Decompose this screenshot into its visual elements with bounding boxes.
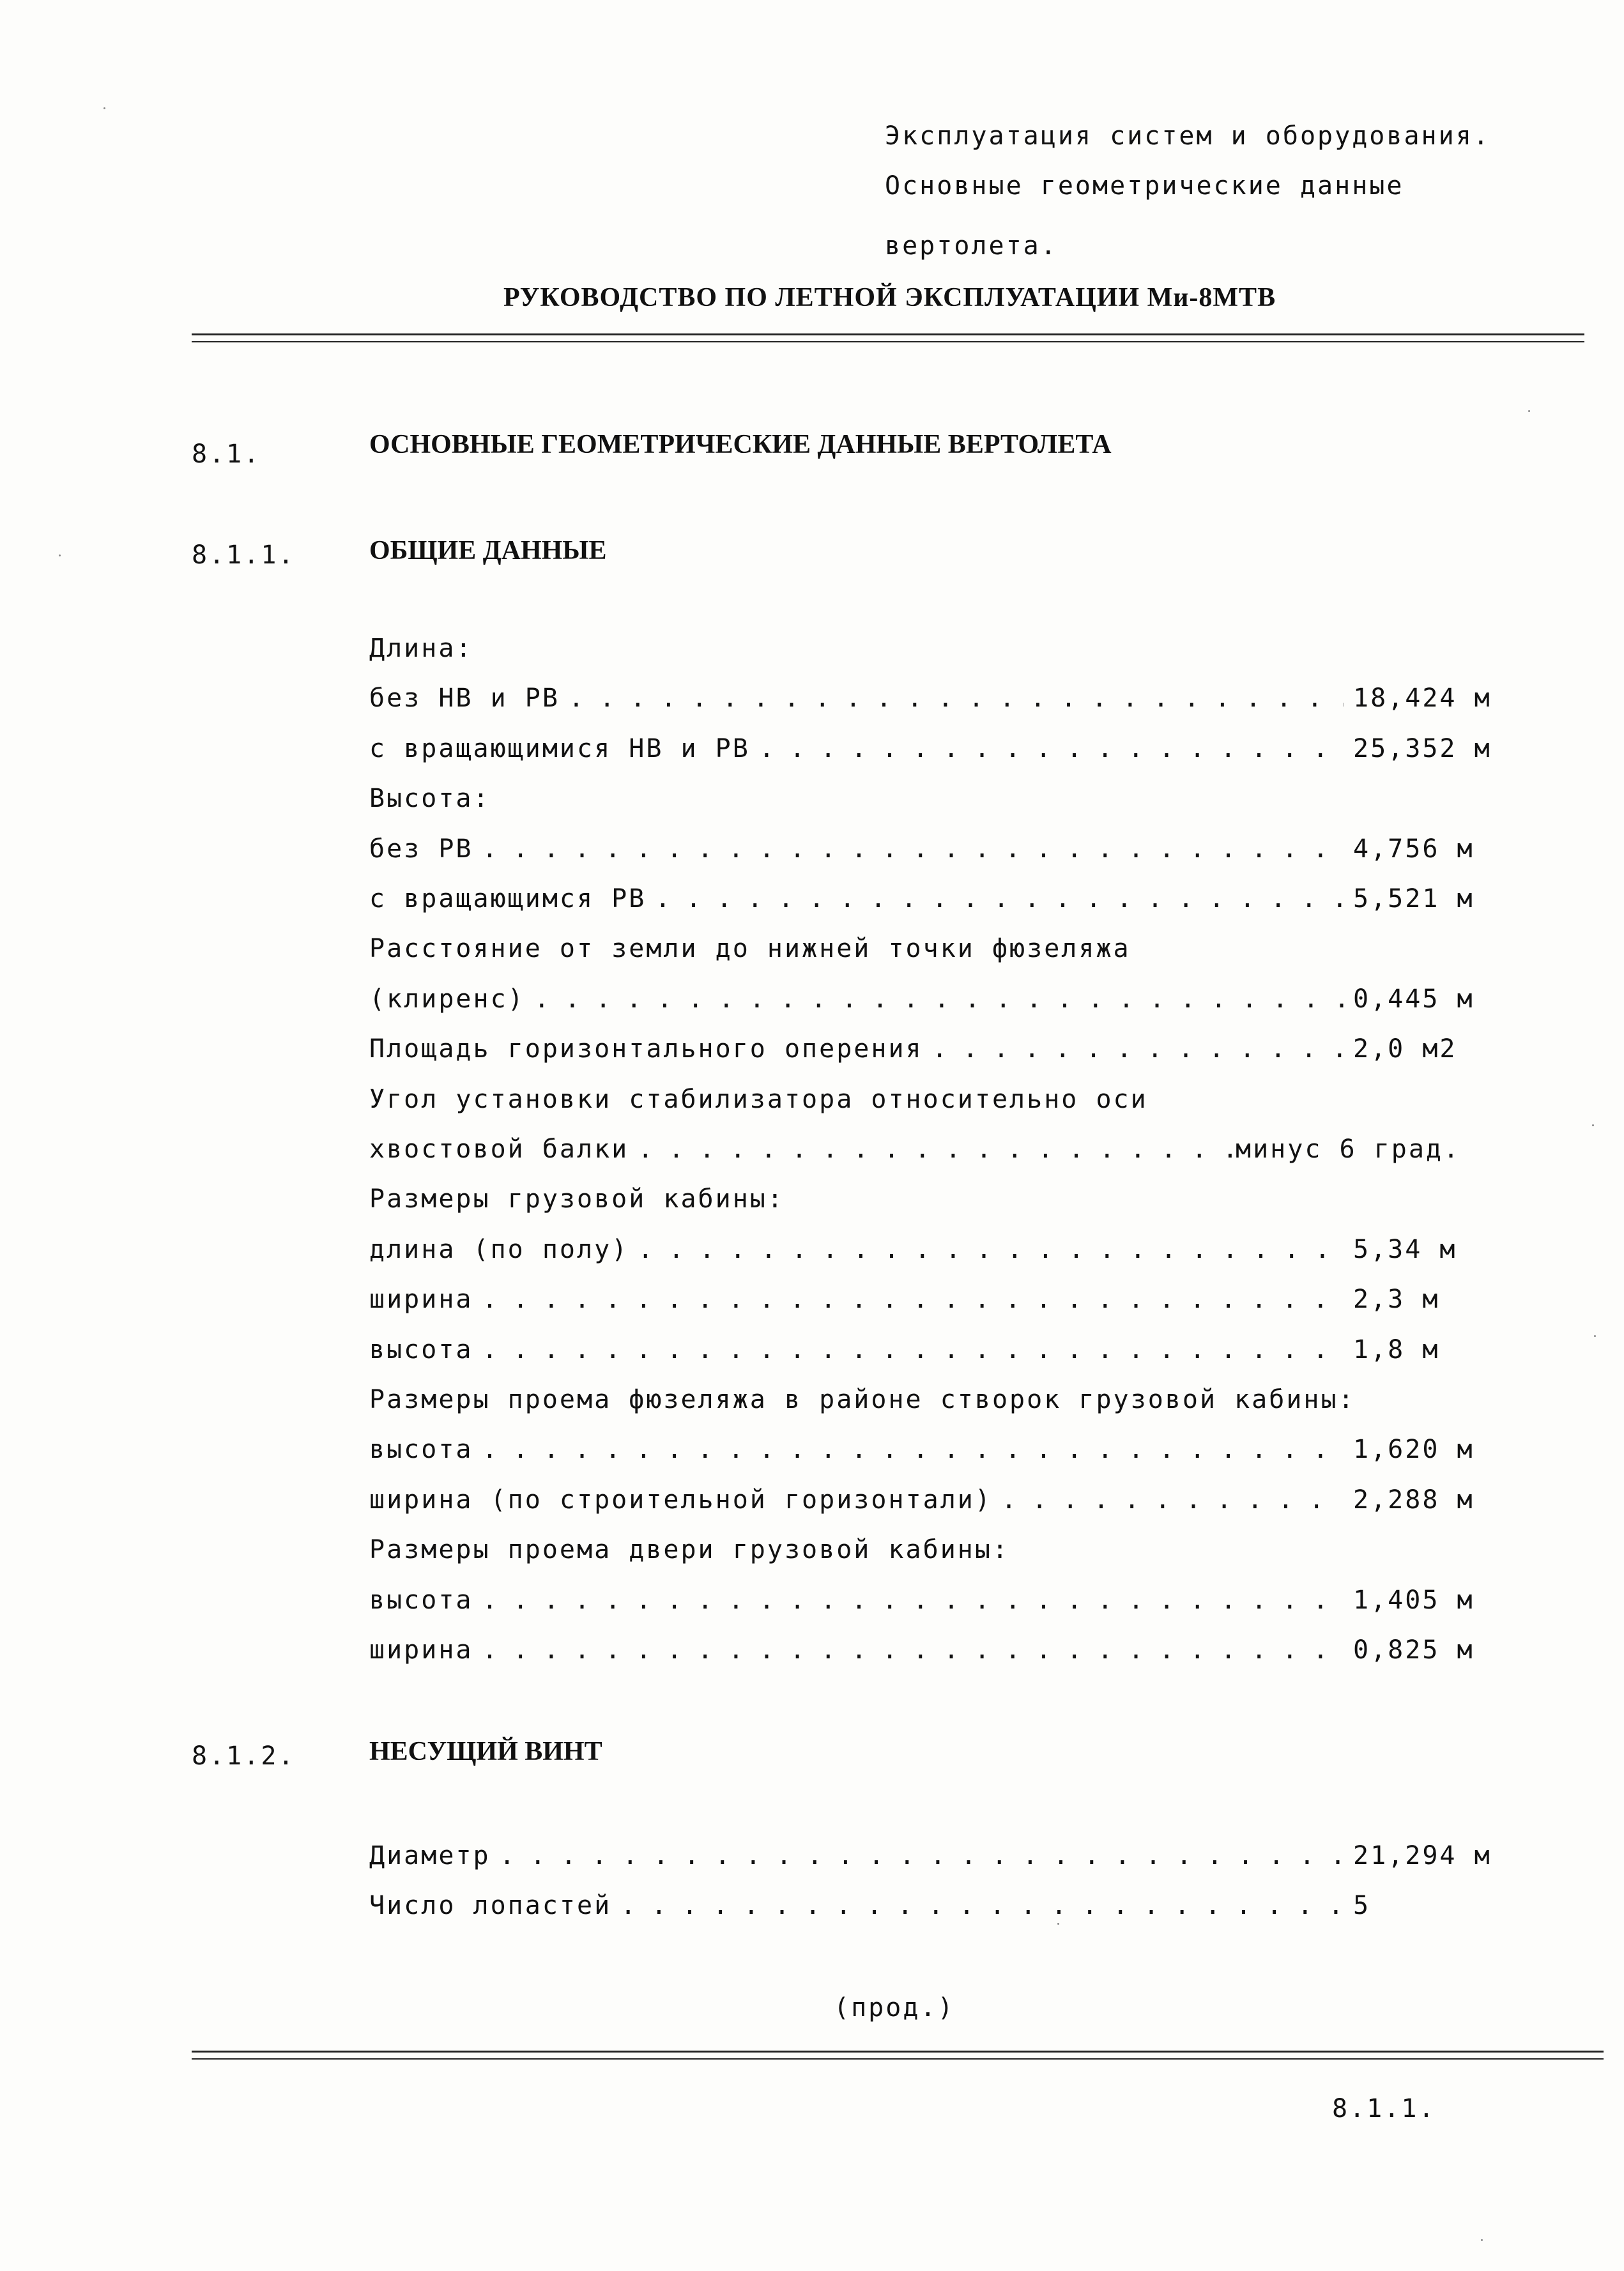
data-line xyxy=(369,934,1495,963)
data-line-value: минус 6 град. xyxy=(1233,1135,1460,1164)
leader-dots xyxy=(655,884,1344,914)
data-line-value: 4,756 м xyxy=(1353,834,1475,864)
data-line xyxy=(369,834,1475,864)
scan-speck xyxy=(103,107,105,109)
data-line-label: с вращающимися НВ и РВ xyxy=(369,733,750,763)
data-line xyxy=(369,1891,1371,1920)
leader-dots xyxy=(1001,1485,1344,1515)
footer-rule-bottom xyxy=(192,2058,1604,2060)
continued-note: (прод.) xyxy=(834,1993,955,2022)
data-line-label: без НВ и РВ xyxy=(369,684,560,714)
leader-dots xyxy=(638,1235,1344,1264)
data-line xyxy=(369,1034,1457,1064)
scan-speck xyxy=(1594,1335,1596,1337)
data-line-value: 5,34 м xyxy=(1353,1234,1457,1264)
data-line xyxy=(369,1135,1461,1164)
leader-dots xyxy=(482,1435,1345,1464)
data-line-label: Диаметр xyxy=(369,1841,491,1870)
data-line xyxy=(369,1485,1475,1515)
data-line-label: (клиренс) xyxy=(369,984,525,1014)
data-line-label: Длина: xyxy=(369,634,473,663)
data-line-value: 21,294 м xyxy=(1353,1841,1492,1870)
leader-dots xyxy=(932,1034,1344,1064)
data-line xyxy=(369,1635,1475,1665)
data-line-value: 0,825 м xyxy=(1353,1635,1475,1665)
data-line xyxy=(369,1334,1440,1365)
data-line-label: с вращающимся РВ xyxy=(369,884,647,914)
data-line-label: высота xyxy=(369,1585,473,1615)
data-line xyxy=(369,1435,1475,1465)
leader-dots xyxy=(482,1285,1345,1314)
header-rule-top xyxy=(192,333,1584,335)
data-line-value: 5,521 м xyxy=(1353,884,1475,914)
data-line xyxy=(369,684,1492,714)
data-line-label: Размеры грузовой кабины: xyxy=(369,1184,785,1214)
data-line xyxy=(369,1184,1495,1214)
leader-dots xyxy=(620,1891,1344,1920)
leader-dots xyxy=(759,734,1344,763)
data-line-value: 18,424 м xyxy=(1353,684,1492,714)
data-line xyxy=(369,733,1492,763)
data-line-label: Размеры проема фюзеляжа в районе створок грузовой кабины: xyxy=(369,1385,1356,1414)
data-line-label: длина (по полу) xyxy=(369,1234,629,1264)
manual-title: РУКОВОДСТВО ПО ЛЕТНОЙ ЭКСПЛУАТАЦИИ Ми-8МТВ xyxy=(503,283,1276,312)
header-topic-line-3: вертолета. xyxy=(885,231,1058,261)
data-line-value: 1,8 м xyxy=(1353,1334,1440,1365)
data-line xyxy=(369,1085,1495,1114)
data-line-label: ширина (по строительной горизонтали) xyxy=(369,1485,992,1515)
data-line xyxy=(369,1385,1495,1414)
scan-speck xyxy=(1592,1124,1594,1126)
data-line-value: 2,0 м2 xyxy=(1353,1034,1457,1064)
data-line-label: Площадь горизонтального оперения xyxy=(369,1034,923,1064)
leader-dots xyxy=(534,984,1344,1014)
leader-dots xyxy=(482,1335,1345,1365)
data-line-label: Угол установки стабилизатора относительно оси xyxy=(369,1084,1148,1114)
data-line-label: высота xyxy=(369,1435,473,1465)
data-line-label: Число лопастей xyxy=(369,1891,612,1920)
data-line xyxy=(369,984,1475,1014)
leader-dots xyxy=(569,684,1344,713)
leader-dots xyxy=(482,834,1345,864)
data-line-value: 2,3 м xyxy=(1353,1285,1440,1315)
data-line xyxy=(369,1285,1440,1315)
data-line-label: хвостовой балки xyxy=(369,1135,629,1164)
data-line xyxy=(369,784,1495,813)
subsection-number-general: 8.1.1. xyxy=(192,540,296,570)
scan-speck xyxy=(1528,410,1530,412)
data-line xyxy=(369,1234,1457,1264)
page-reference: 8.1.1. xyxy=(1332,2094,1436,2123)
leader-dots xyxy=(500,1841,1344,1870)
section-title: ОСНОВНЫЕ ГЕОМЕТРИЧЕСКИЕ ДАННЫЕ ВЕРТОЛЕТА xyxy=(369,430,1112,459)
data-line-label: ширина xyxy=(369,1285,473,1315)
data-line xyxy=(369,1535,1495,1564)
data-line-label: Размеры проема двери грузовой кабины: xyxy=(369,1535,1010,1565)
section-number: 8.1. xyxy=(192,440,261,469)
data-line-label: ширина xyxy=(369,1635,473,1665)
leader-dots xyxy=(482,1635,1345,1665)
footer-rule-top xyxy=(192,2051,1604,2053)
data-line-value: 1,405 м xyxy=(1353,1585,1475,1615)
data-line-value: 25,352 м xyxy=(1353,733,1492,763)
header-topic-line-2: Основные геометрические данные xyxy=(885,171,1404,201)
data-line-value: 5 xyxy=(1353,1891,1371,1920)
subsection-title-general: ОБЩИЕ ДАННЫЕ xyxy=(369,536,607,565)
scan-speck xyxy=(59,554,61,556)
subsection-number-rotor: 8.1.2. xyxy=(192,1741,296,1771)
data-line-value: 1,620 м xyxy=(1353,1435,1475,1465)
data-line-value: 2,288 м xyxy=(1353,1485,1475,1515)
data-line-label: высота xyxy=(369,1334,473,1365)
data-line-label: без РВ xyxy=(369,834,473,864)
header-topic-line-1: Эксплуатация систем и оборудования. xyxy=(885,121,1490,151)
data-line-label: Расстояние от земли до нижней точки фюзеляжа xyxy=(369,934,1131,964)
data-line xyxy=(369,1585,1475,1615)
scan-speck xyxy=(1057,1923,1059,1925)
data-line-value: 0,445 м xyxy=(1353,984,1475,1014)
data-line xyxy=(369,1841,1492,1870)
data-line xyxy=(369,884,1475,914)
subsection-title-rotor: НЕСУЩИЙ ВИНТ xyxy=(369,1737,602,1766)
leader-dots xyxy=(482,1586,1345,1615)
data-line-label: Высота: xyxy=(369,784,491,814)
scan-speck xyxy=(1481,2239,1483,2241)
header-rule-bottom xyxy=(192,341,1584,342)
data-line xyxy=(369,634,1495,663)
